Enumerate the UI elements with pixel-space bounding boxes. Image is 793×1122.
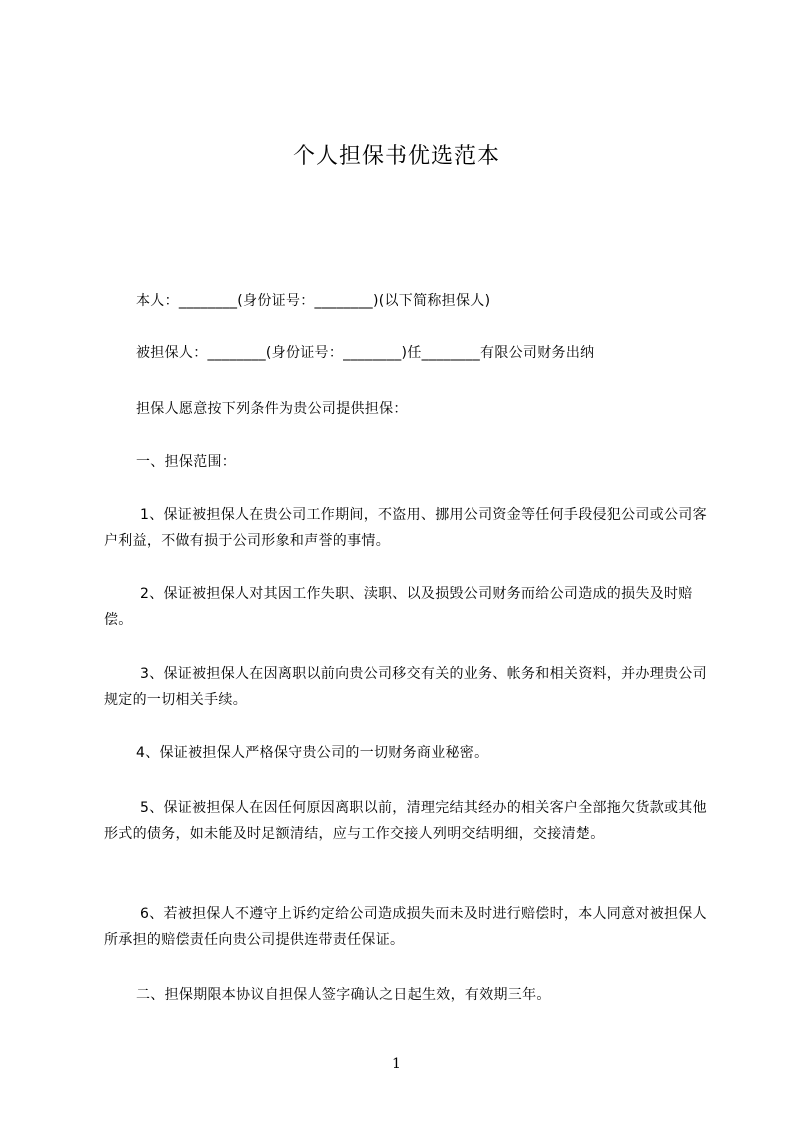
section-heading-term: 二、担保期限本协议自担保人签字确认之日起生效，有效期三年。 — [136, 987, 551, 1003]
page-number: 1 — [392, 1056, 401, 1072]
document-title: 个人担保书优选范本 — [292, 144, 500, 169]
clause-3: 3、保证被担保人在因离职以前向贵公司移交有关的业务、帐务和相关资料，并办理贵公司规定的一切相关手续。 — [104, 666, 707, 708]
clause-6: 6、若被担保人不遵守上诉约定给公司造成损失而未及时进行赔偿时，本人同意对被担保人所承担的赔偿责任向贵公司提供连带责任保证。 — [104, 906, 707, 948]
paragraph-guaranteed-person: 被担保人：________(身份证号：________)任________有限公司财务出纳 — [136, 345, 595, 361]
paragraph-guarantor: 本人：________(身份证号：________)(以下简称担保人) — [136, 293, 491, 309]
clause-4: 4、保证被担保人严格保守贵公司的一切财务商业秘密。 — [136, 745, 489, 761]
clause-2: 2、保证被担保人对其因工作失职、渎职、以及损毁公司财务而给公司造成的损失及时赔偿。 — [104, 586, 693, 628]
paragraph-intro: 担保人愿意按下列条件为贵公司提供担保： — [136, 401, 408, 417]
clause-1: 1、保证被担保人在贵公司工作期间，不盗用、挪用公司资金等任何手段侵犯公司或公司客户利益，不做有损于公司形象和声誉的事情。 — [104, 507, 707, 549]
clause-5: 5、保证被担保人在因任何原因离职以前，清理完结其经办的相关客户全部拖欠货款或其他形式的债务，如未能及时足额清结，应与工作交接人列明交结明细，交接清楚。 — [104, 800, 707, 842]
section-heading-scope: 一、担保范围： — [136, 454, 237, 470]
